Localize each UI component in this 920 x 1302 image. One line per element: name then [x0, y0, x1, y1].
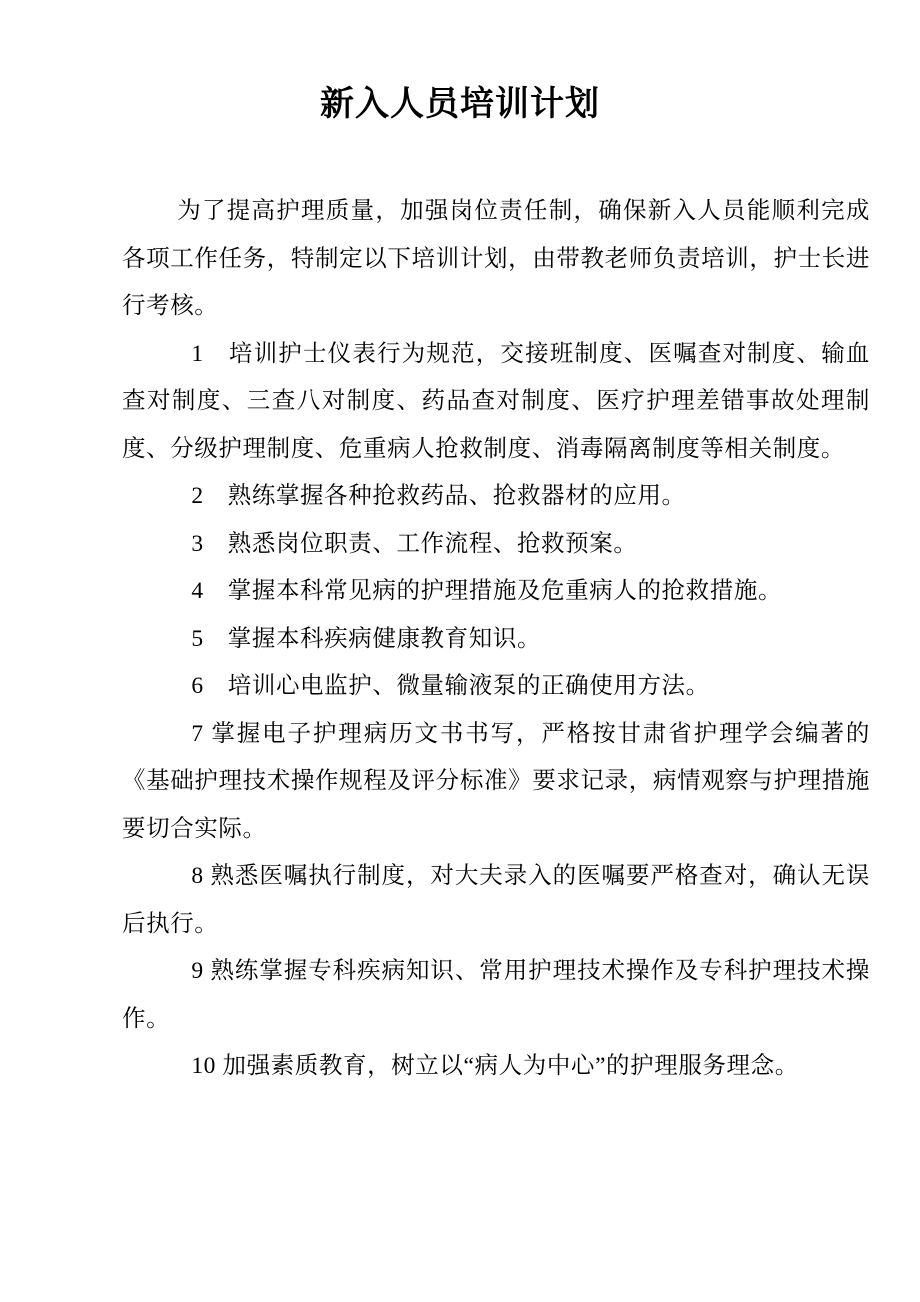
- list-item-8: 8 熟悉医嘱执行制度，对大夫录入的医嘱要严格查对，确认无误后执行。: [122, 863, 870, 937]
- list-item-7: 7 掌握电子护理病历文书书写，严格按甘肃省护理学会编著的《基础护理技术操作规程及评分标准》要求记录，病情观察与护理措施要切合实际。: [122, 720, 870, 842]
- document-title: 新入人员培训计划: [320, 86, 600, 123]
- list-item-5: 5 掌握本科疾病健康教育知识。: [191, 625, 542, 652]
- list-item-10: 10 加强素质教育，树立以“病人为中心”的护理服务理念。: [191, 1053, 799, 1079]
- document-body: [0, 188, 920, 1091]
- list-item-3: 3 熟悉岗位职责、工作流程、抢救预案。: [191, 530, 638, 557]
- list-item-9: 9 熟练掌握专科疾病知识、常用护理技术操作及专科护理技术操作。: [122, 958, 870, 1032]
- list-item-2: 2 熟练掌握各种抢救药品、抢救器材的应用。: [191, 483, 686, 509]
- list-item-1: 1 培训护士仪表行为规范，交接班制度、医嘱查对制度、输血查对制度、三查八对制度、药品查对制度、医疗护理差错事故处理制度、分级护理制度、危重病人抢救制度、消毒隔离制度等相关制度。: [122, 340, 870, 462]
- intro-paragraph: 为了提高护理质量，加强岗位责任制，确保新入人员能顺利完成各项工作任务，特制定以下培训计划，由带教老师负责培训，护士长进行考核。: [122, 198, 870, 319]
- list-item-4: 4 掌握本科常见病的护理措施及危重病人的抢救措施。: [191, 578, 783, 604]
- list-item-6: 6 培训心电监护、微量输液泵的正确使用方法。: [191, 673, 710, 699]
